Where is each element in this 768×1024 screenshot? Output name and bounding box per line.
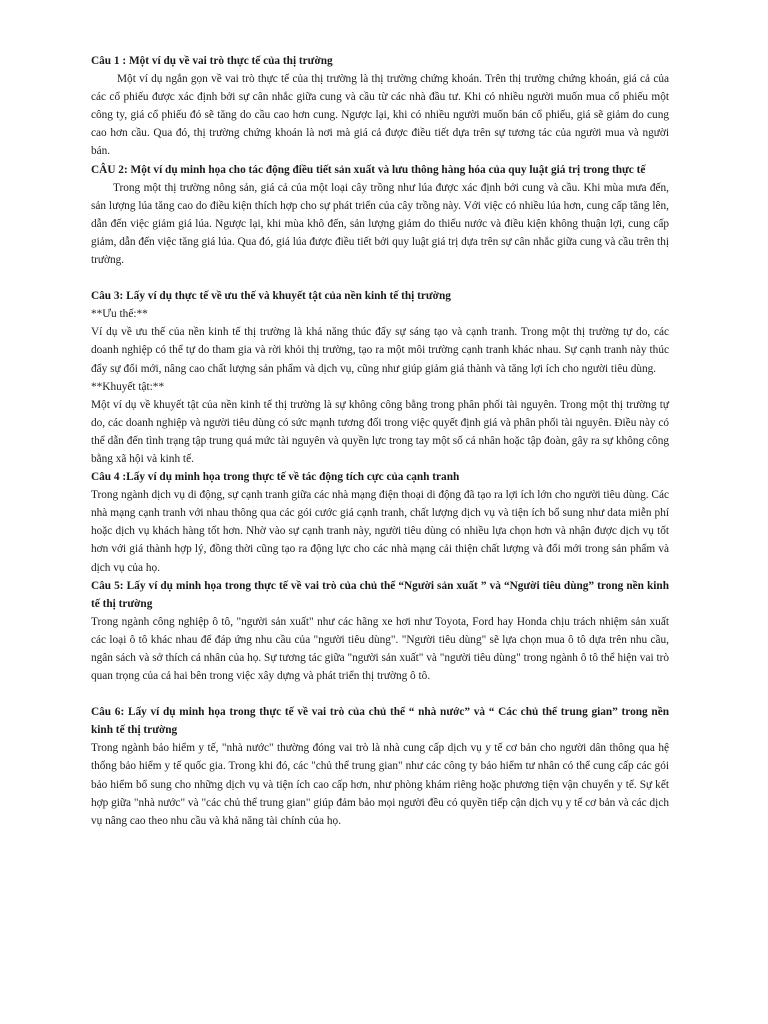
section-heading: CÂU 2: Một ví dụ minh họa cho tác động điều tiết sản xuất và lưu thông hàng hóa của quy luật giá trị trong thực tế: [91, 163, 646, 176]
section-heading: Câu 4 :Lấy ví dụ minh họa trong thực tế về tác động tích cực của cạnh tranh: [91, 471, 460, 484]
section-heading: Câu 6: Lấy ví dụ minh họa trong thực tế về vai trò của chủ thể “ nhà nước” và “ Các chủ thể trung gian” trong nền kinh tế thị trường: [91, 706, 669, 737]
section-cau-2: [91, 161, 669, 270]
advantage-paragraph: Ví dụ về ưu thế của nền kinh tế thị trường là khả năng thúc đẩy sự sáng tạo và cạnh tranh. Trong một thị trường tự do, các doanh nghiệp có thể tự do tham gia và rời khỏi thị trường, tạo ra một môi trường cạnh tranh khác nhau. Sự cạnh tranh này thúc đẩy sự đổi mới, nâng cao chất lượng sản phẩm và dịch vụ, cũng như giúp giảm giá thành và tăng lợi ích cho người tiêu dùng.: [91, 326, 669, 375]
section-cau-3: [91, 287, 669, 468]
document-page: [91, 52, 669, 830]
section-paragraph: Trong ngành công nghiệp ô tô, "người sản xuất" như các hãng xe hơi như Toyota, Ford hay Honda chịu trách nhiệm sản xuất các loại ô tô khác nhau để đáp ứng nhu cầu của "người tiêu dùng". "Người tiêu dùng" sẽ lựa chọn mua ô tô dựa trên nhu cầu, ngân sách và sở thích cá nhân của họ. Sự tương tác giữa "người sản xuất" và "người tiêu dùng" trong ngành ô tô thể hiện vai trò quan trọng của cả hai bên trong việc xây dựng và phát triển thị trường ô tô.: [91, 615, 669, 683]
section-cau-4: [91, 468, 669, 577]
advantage-label: **Ưu thế:**: [91, 308, 148, 321]
section-heading: Câu 3: Lấy ví dụ thực tế về ưu thế và khuyết tật của nền kinh tế thị trường: [91, 290, 451, 303]
section-cau-5: [91, 577, 669, 686]
section-cau-1: [91, 52, 669, 161]
section-heading: Câu 5: Lấy ví dụ minh họa trong thực tế về vai trò của chủ thể “Người sản xuất ” và “Người tiêu dùng” trong nền kinh tế thị trường: [91, 579, 669, 610]
defect-label: **Khuyết tật:**: [91, 380, 165, 393]
section-cau-6: [91, 703, 669, 830]
section-paragraph: Một ví dụ ngắn gọn về vai trò thực tế của thị trường là thị trường chứng khoán. Trên thị trường chứng khoán, giá cả của các cổ phiếu được xác định bởi sự cân nhắc giữa cung và cầu từ các nhà đầu tư. Khi có nhiều người muốn mua cổ phiếu một công ty, giá cổ phiếu đó sẽ tăng do cầu cao hơn cung. Ngược lại, khi có nhiều người muốn bán cổ phiếu, giá sẽ giảm do cung cao hơn cầu. Qua đó, thị trường chứng khoán là nơi mà giá cả được điều tiết dựa trên sự tương tác của người mua và người bán.: [91, 73, 669, 158]
defect-paragraph: Một ví dụ về khuyết tật của nền kinh tế thị trường là sự không công bằng trong phân phối tài nguyên. Trong một thị trường tự do, các doanh nghiệp và người tiêu dùng có sức mạnh tương đối trong việc quyết định giá và phân phối tài nguyên. Điều này có thể dẫn đến tình trạng tập trung quá mức tài nguyên và quyền lực trong tay một số cá nhân hoặc tập đoàn, gây ra sự không công bằng xã hội và kinh tế.: [91, 398, 669, 465]
section-paragraph: Trong ngành dịch vụ di động, sự cạnh tranh giữa các nhà mạng điện thoại di động đã tạo ra lợi ích lớn cho người tiêu dùng. Các nhà mạng cạnh tranh với nhau thông qua các gói cước giá cạnh tranh, chất lượng dịch vụ và tiện ích bổ sung như data miễn phí hoặc dịch vụ khách hàng tốt hơn. Nhờ vào sự cạnh tranh này, người tiêu dùng có nhiều lựa chọn hơn và nhận được dịch vụ tốt hơn với giá thành hợp lý, đồng thời cũng tạo ra động lực cho các nhà mạng cải thiện chất lượng và đổi mới trong sản phẩm và dịch vụ của họ.: [91, 489, 669, 574]
section-spacer: [91, 269, 669, 287]
section-spacer: [91, 685, 669, 703]
section-heading: Câu 1 : Một ví dụ về vai trò thực tế của thị trường: [91, 55, 333, 67]
section-paragraph: Trong ngành bảo hiểm y tế, "nhà nước" thường đóng vai trò là nhà cung cấp dịch vụ y tế cơ bản cho người dân thông qua hệ thống bảo hiểm y tế quốc gia. Trong khi đó, các "chủ thể trung gian" như các công ty bảo hiểm tư nhân có thể cung cấp các gói bảo hiểm bổ sung cho những dịch vụ và tiện ích cao cấp hơn, như phòng khám riêng hoặc phương tiện vận chuyển y tế. Sự kết hợp giữa "nhà nước" và "các chủ thể trung gian" giúp đảm bảo mọi người đều có quyền tiếp cận dịch vụ y tế cơ bản và các dịch vụ nâng cao theo nhu cầu và khả năng tài chính của họ.: [91, 742, 669, 827]
section-paragraph: Trong một thị trường nông sản, giá cả của một loại cây trồng như lúa được xác định bởi cung và cầu. Khi mùa mưa đến, sản lượng lúa tăng cao do điều kiện thích hợp cho sự phát triển của cây trồng này. Với việc có nhiều lúa hơn, cung cấp tăng lên, dẫn đến việc giảm giá lúa. Ngược lại, khi mùa khô đến, sản lượng giảm do thiếu nước và điều kiện không thuận lợi, cung cấp giảm, dẫn đến việc tăng giá lúa. Qua đó, giá lúa được điều tiết bởi quy luật giá trị dựa trên sự cân nhắc giữa cung và cầu trên thị trường.: [91, 181, 669, 267]
